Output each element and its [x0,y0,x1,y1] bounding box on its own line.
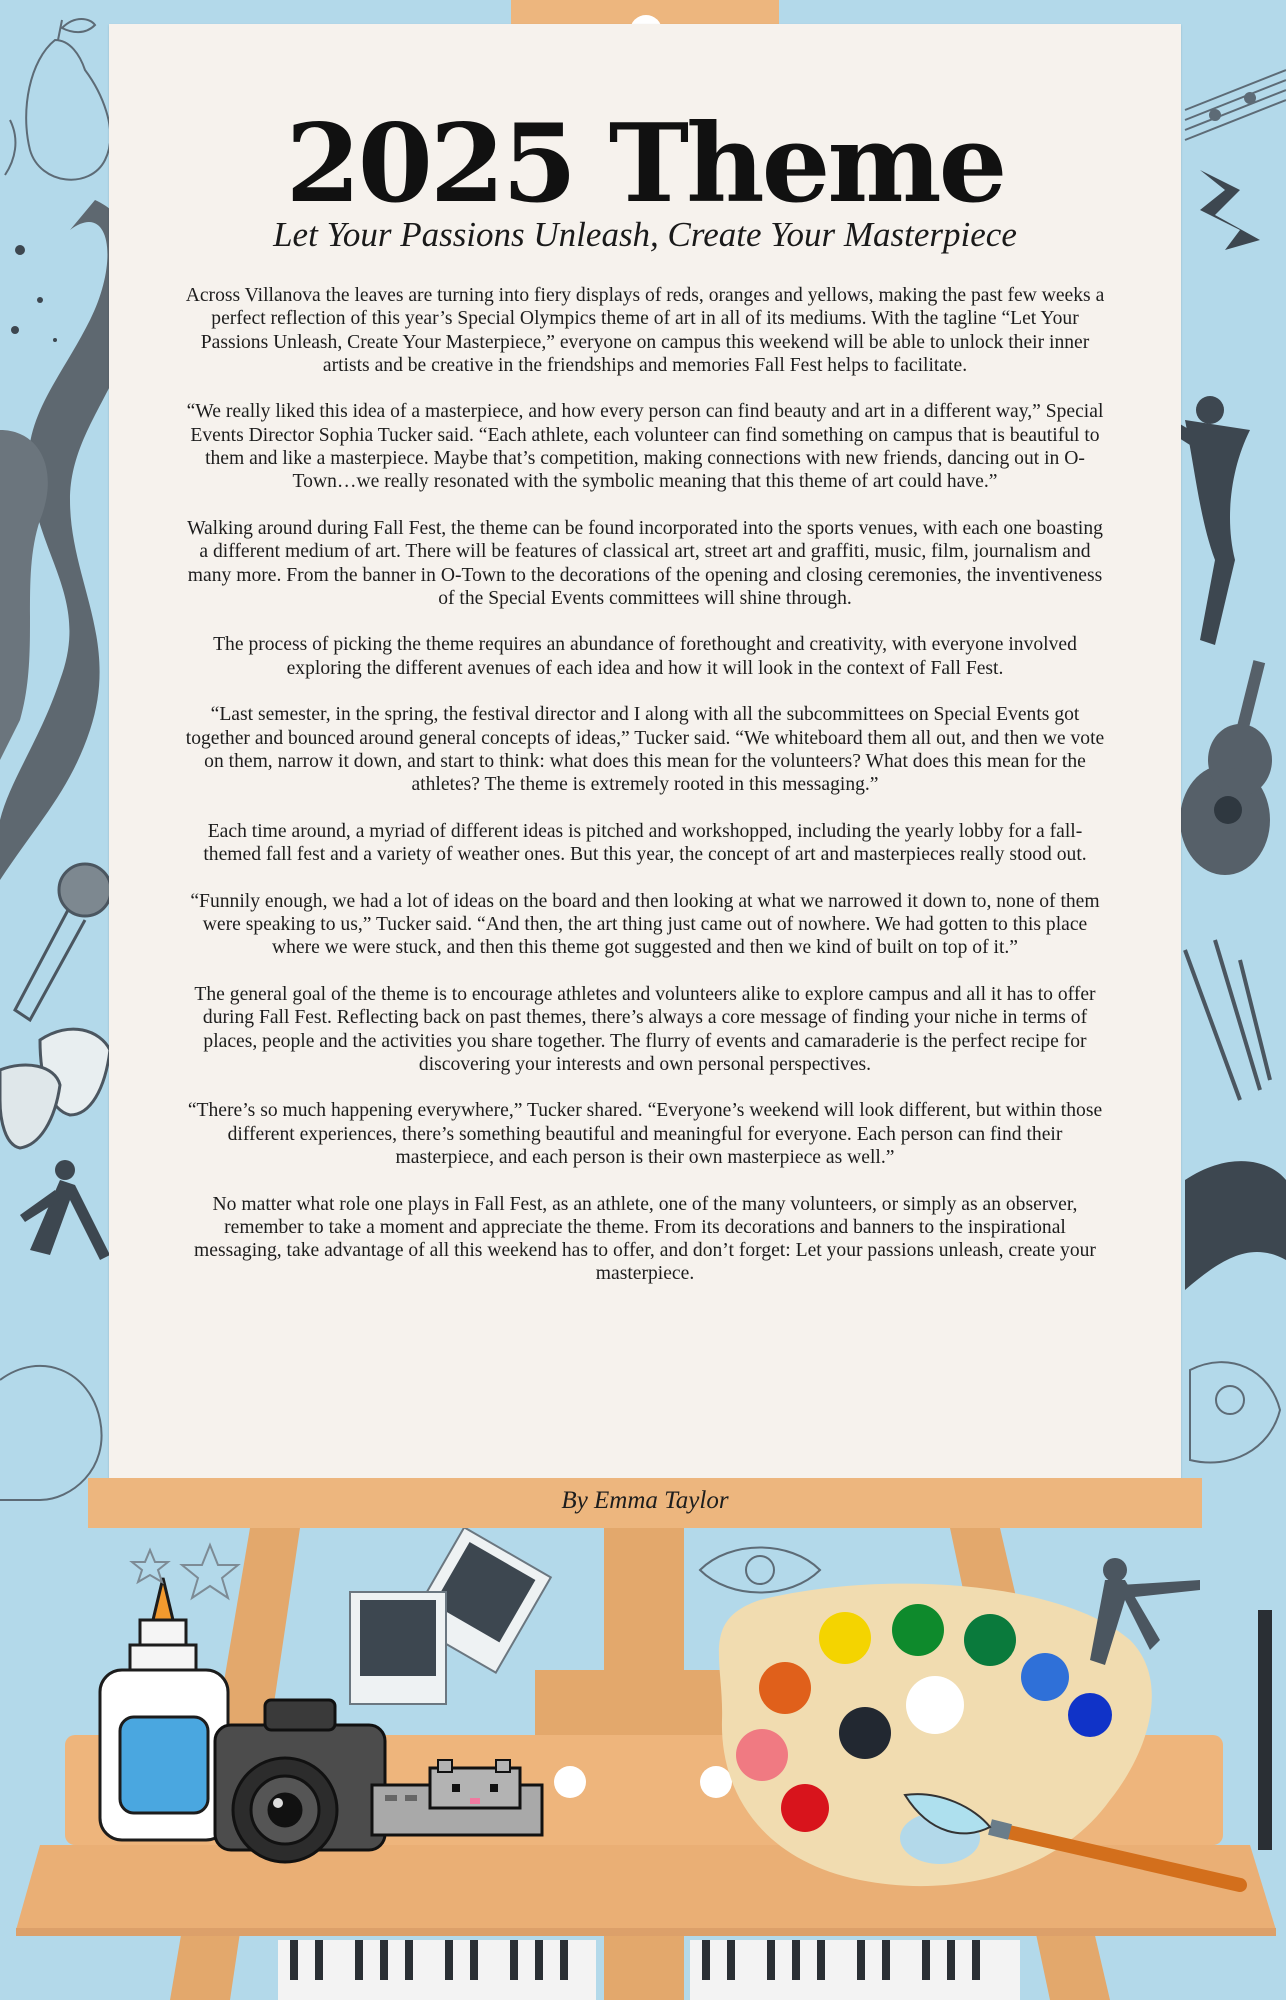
glue-bottle-icon [100,1578,228,1840]
easel-illustration [0,1520,1286,2000]
paintbrushes-icon [1185,940,1270,1100]
theater-masks-icon [0,1029,110,1148]
polaroid-icon [350,1527,551,1704]
byline: By Emma Taylor [561,1487,729,1514]
eye-sketch-icon [700,1548,820,1593]
ink-splatter-icon [11,245,57,342]
article-paragraph: Across Villanova the leaves are turning into fiery displays of reds, oranges and yellows, making the past few weeks a perfect reflection of this year’s Special Olympics theme of art in all of its mediums. With the tagline “Let Your Passions Unleash, Create Your Masterpiece,” everyone on campus this weekend will be able to unlock their inner artists and be creative in the friendships and memories Fall Fest helps to facilitate. [185,285,1105,376]
sketch-drawing-icon [1190,1362,1280,1462]
statue-sketch-icon [0,1366,102,1500]
film-strip-icon [1185,1161,1286,1290]
microphone-icon [15,864,111,1020]
article-paragraph: “Funnily enough, we had a lot of ideas on the board and then looking at what we narrowed it down to, none of them were speaking to us,” Tucker said. “And then, the art thing just came out of nowhere. We had gotten to this place where we were stuck, and then this theme got suggested and then we kind of built on top of it.” [190,890,1100,959]
camera-icon [215,1700,385,1862]
article-paragraph: The general goal of the theme is to encourage athletes and volunteers alike to explore campus and all it has to offer during Fall Fest. Reflecting back on past themes, there’s always a core message of finding your niche in terms of places, people and the activities you share together. The flurry of events and camaraderie is the perfect recipe for discovering your interests and own personal perspectives. [194,983,1096,1075]
byline-bar [88,1478,1202,1528]
article-body [185,284,1105,1309]
page-subtitle: Let Your Passions Unleash, Create Your Masterpiece [273,215,1017,254]
dancer-silhouette-icon [1090,1558,1200,1665]
article-paragraph: Each time around, a myriad of different ideas is pitched and workshopped, including the yearly lobby for a fall-themed fall fest and a variety of weather ones. But this year, the concept of art and masterpieces really stood out. [203,820,1087,866]
article-paragraph: Walking around during Fall Fest, the theme can be found incorporated into the sports venues, with each one boasting a different medium of art. There will be features of classical art, street art and graffiti, music, film, journalism and many more. From the banner in O-Town to the decorations of the opening and closing ceremonies, the inventiveness of the Special Events committees will shine through. [187,517,1103,609]
guitar-icon [1180,660,1272,875]
article-paragraph: No matter what role one plays in Fall Fest, as an athlete, one of the many volunteers, or simply as an observer, remember to take a moment and appreciate the theme. From its decorations and banners to the inspirational messaging, take advantage of all this weekend has to offer, and don’t forget: Let your passions unleash, create your masterpiece. [194,1193,1096,1285]
clarinet-icon [1258,1610,1272,1850]
music-notes-icon [1185,70,1286,140]
pear-sketch-icon [5,19,110,180]
stars-icon [132,1545,238,1598]
dancer-silhouette-icon [20,1160,110,1260]
page-title: 2025 Theme [285,101,1005,227]
article-paragraph: “We really liked this idea of a masterpiece, and how every person can find beauty and art in a different way,” Special Events Director Sophia Tucker said. “Each athlete, each volunteer can find something on campus that is beautiful to them and like a masterpiece. Maybe that’s competition, making connections with new friends, dancing out in O-Town…we really resonated with the symbolic meaning that this theme of art could have.” [186,401,1104,493]
article-paragraph: “There’s so much happening everywhere,” Tucker shared. “Everyone’s weekend will look different, but within those different experiences, there’s something beautiful and meaningful for everyone. Each person can find their masterpiece, and each person is their own masterpiece as well.” [187,1100,1103,1168]
article-paragraph: “Last semester, in the spring, the festival director and I along with all the subcommittees on Special Events got together and bounced around general concepts of ideas,” Tucker said. “We whiteboard them all out, and then we vote on them, narrow it down, and start to think: what does this mean for the volunteers? What does this mean for the athletes? The theme is extremely rooted in this messaging.” [185,704,1105,796]
lightning-icon [1200,170,1260,250]
article-paper [109,24,1181,1482]
article-paragraph: The process of picking the theme requires an abundance of forethought and creativity, with everyone involved exploring the different avenues of each idea and how it will look in the context of Fall Fest. [213,634,1077,679]
